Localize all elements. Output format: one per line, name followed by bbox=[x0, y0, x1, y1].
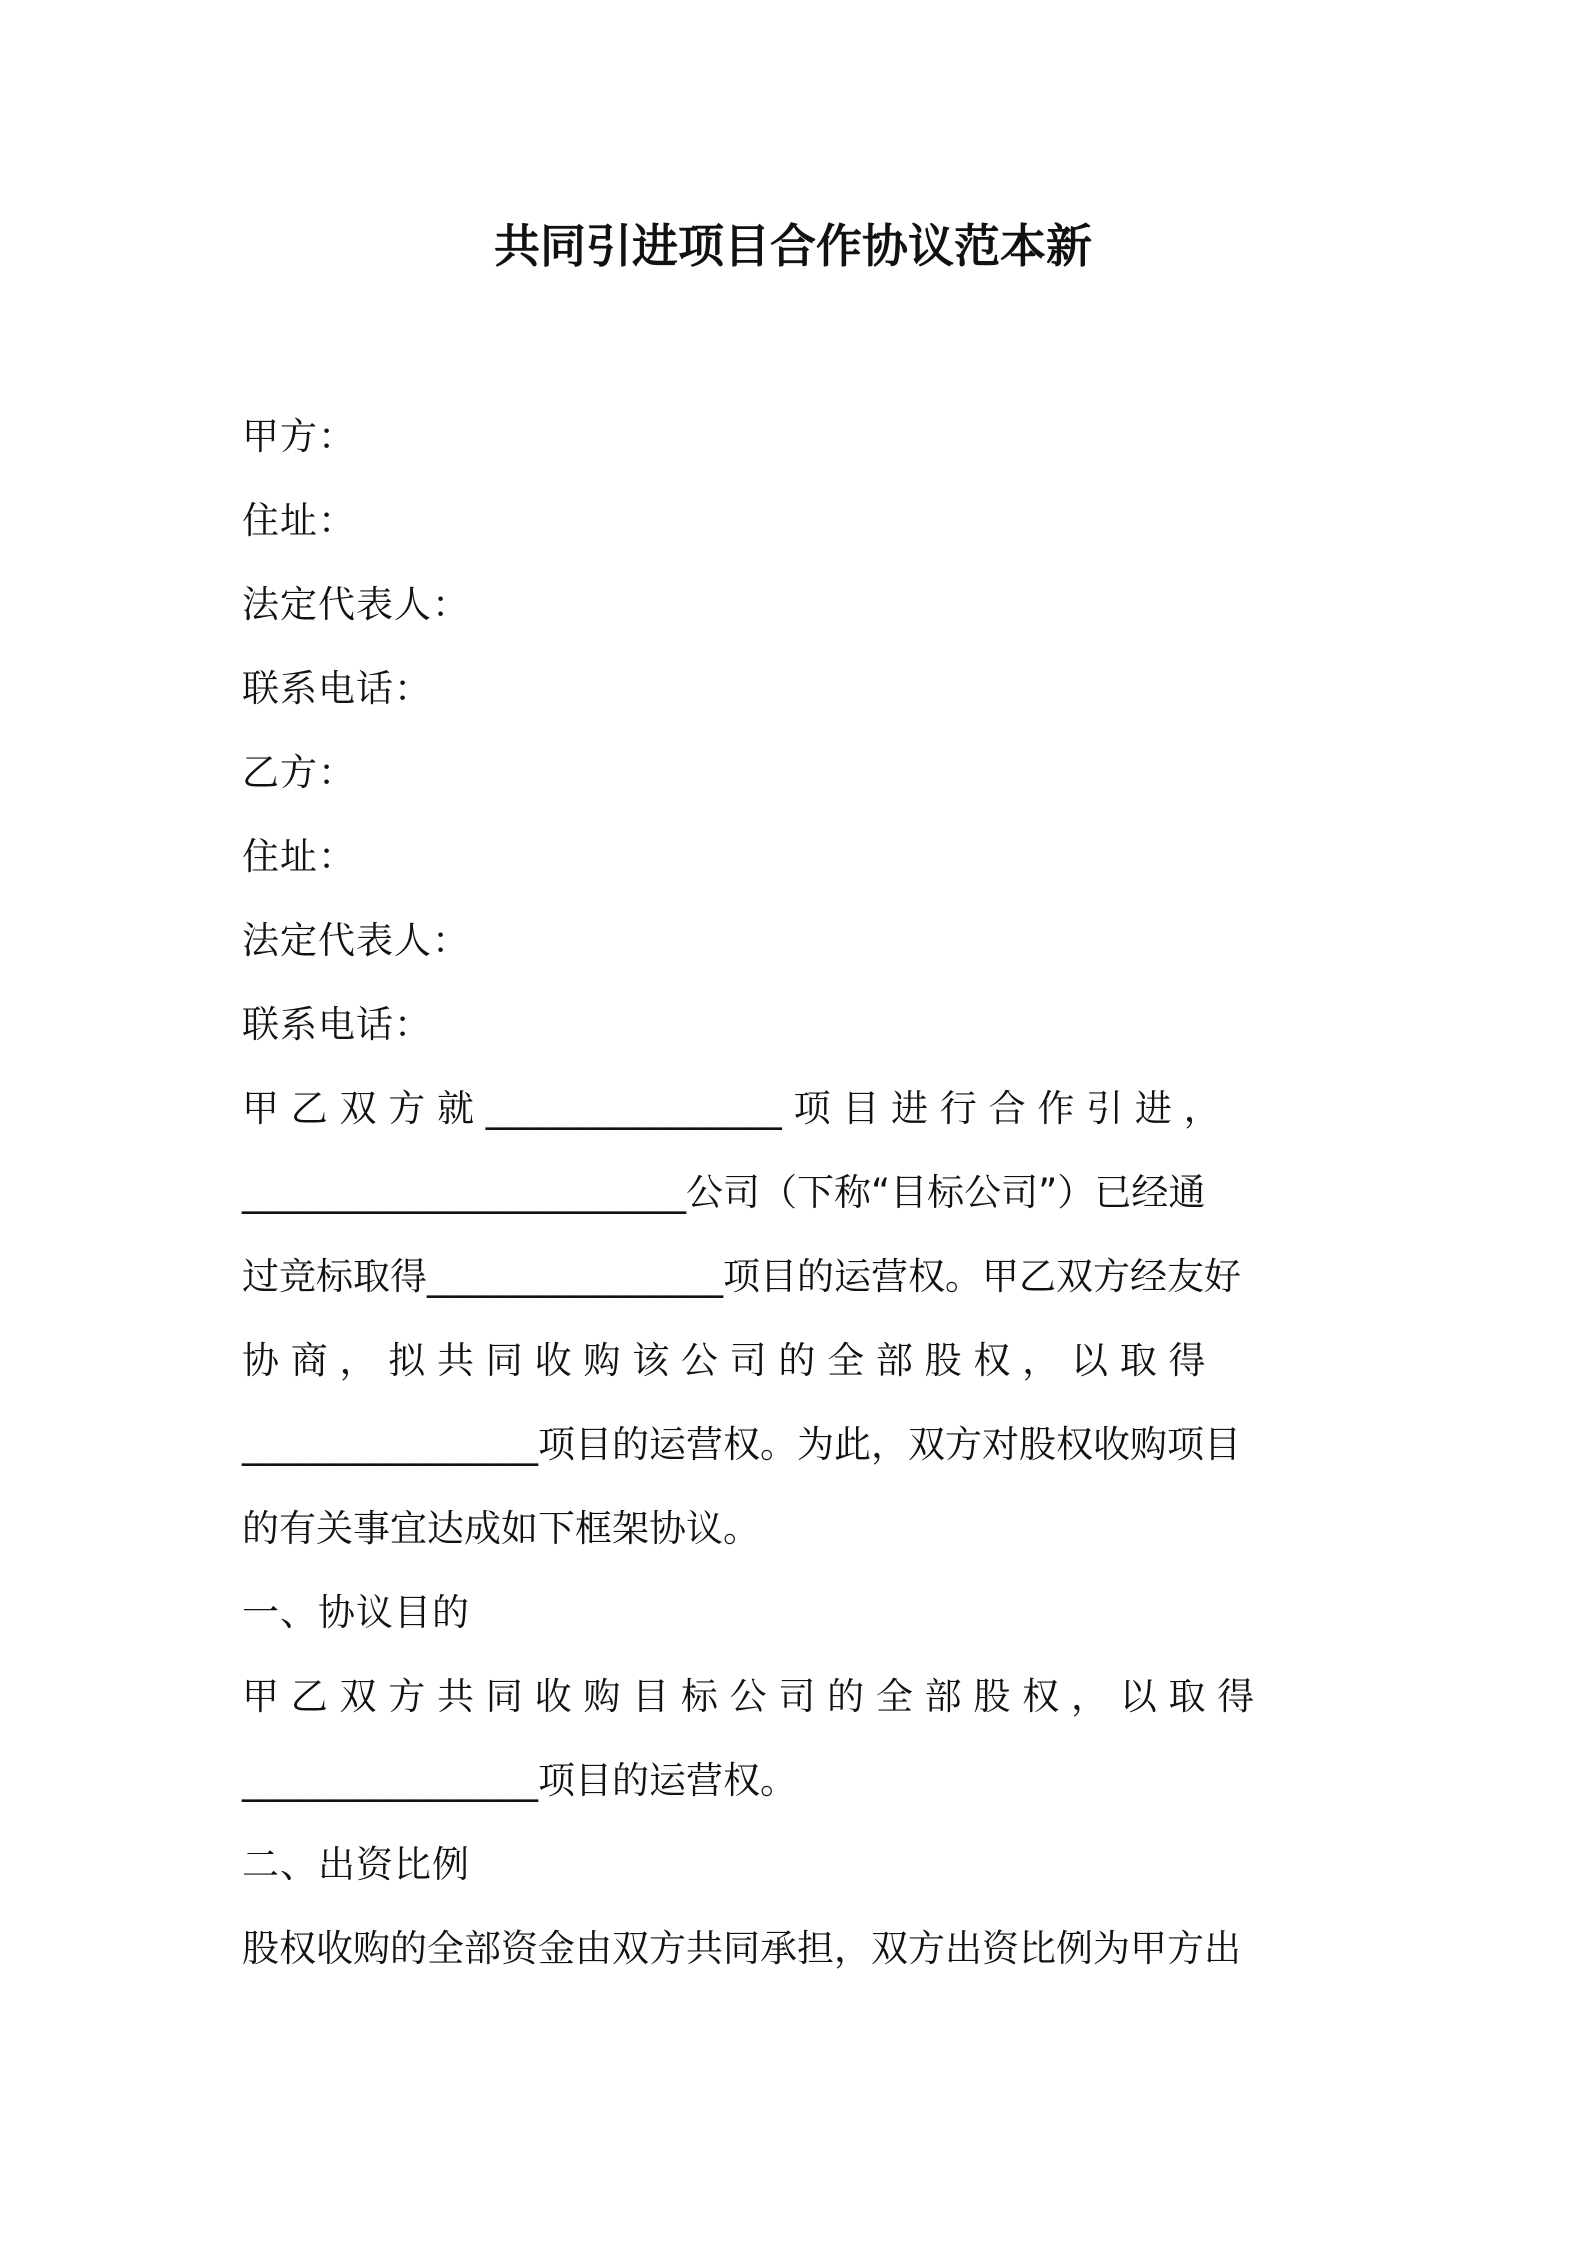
preamble-line-2: ________________________公司（下称“目标公司”）已经通 bbox=[242, 1171, 1206, 1214]
section-2-heading: 二、出资比例 bbox=[242, 1843, 470, 1886]
party-a-phone-field: 联系电话： bbox=[242, 667, 432, 710]
section-1-line-2: ________________项目的运营权。 bbox=[242, 1759, 797, 1802]
section-1-line-1: 甲 乙 双 方 共 同 收 购 目 标 公 司 的 全 部 股 权 ， 以 取 得 bbox=[242, 1675, 1255, 1718]
party-a-legal-rep-field: 法定代表人： bbox=[242, 583, 470, 626]
party-b-phone-field: 联系电话： bbox=[242, 1003, 432, 1046]
document-body bbox=[242, 395, 1356, 1991]
section-2-line-1: 股权收购的全部资金由双方共同承担，双方出资比例为甲方出 bbox=[242, 1927, 1241, 1970]
party-b-legal-rep-field: 法定代表人： bbox=[242, 919, 470, 962]
party-a-address-field: 住址： bbox=[242, 499, 356, 542]
party-b-address-field: 住址： bbox=[242, 835, 356, 878]
section-1-heading: 一、协议目的 bbox=[242, 1591, 470, 1634]
preamble-line-4: 协 商 ， 拟 共 同 收 购 该 公 司 的 全 部 股 权 ， 以 取 得 bbox=[242, 1339, 1206, 1382]
party-a-field: 甲方： bbox=[242, 415, 356, 458]
document-title: 共同引进项目合作协议范本新 bbox=[494, 219, 1092, 273]
preamble-line-1: 甲 乙 双 方 就 ________________ 项 目 进 行 合 作 引 进 ， bbox=[242, 1087, 1221, 1130]
preamble-line-6: 的有关事宜达成如下框架协议。 bbox=[242, 1507, 760, 1550]
preamble-line-5: ________________项目的运营权。为此，双方对股权收购项目 bbox=[242, 1423, 1241, 1466]
party-b-field: 乙方： bbox=[242, 751, 356, 794]
preamble-line-3: 过竞标取得________________项目的运营权。甲乙双方经友好 bbox=[242, 1255, 1241, 1298]
